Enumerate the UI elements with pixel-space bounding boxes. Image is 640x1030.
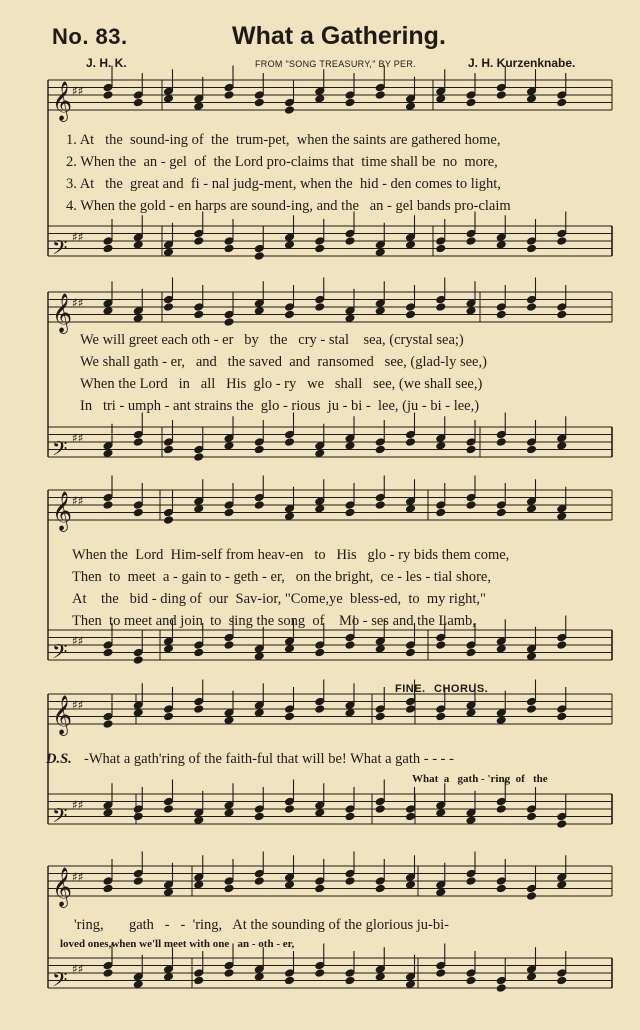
svg-text:𝄢: 𝄢 (52, 804, 68, 832)
svg-text:♯♯: ♯♯ (72, 962, 84, 976)
source-credit: FROM "SONG TREASURY," BY PER. (255, 59, 416, 69)
hymn-title: What a Gathering. (232, 22, 446, 50)
svg-text:♯♯: ♯♯ (72, 431, 84, 445)
svg-text:♯♯: ♯♯ (72, 296, 84, 310)
verse-3-line-1: 3. At the great and fi - nal judg-ment, when the hid - den comes to light, (66, 176, 501, 192)
svg-text:♯♯: ♯♯ (72, 494, 84, 508)
chorus-marker: CHORUS. (434, 683, 489, 695)
svg-text:𝄞: 𝄞 (52, 81, 73, 121)
svg-text:♯♯: ♯♯ (72, 798, 84, 812)
verse-2-line-3: Then to meet a - gain to - geth - er, on the bright, ce - les - tial shore, (72, 569, 491, 585)
verse-1-line-1: 1. At the sound-ing of the trum-pet, when the saints are gathered home, (66, 132, 501, 148)
verse-3-line-3: At the bid - ding of our Sav-ior, "Come,ye bless-ed, to my right," (72, 591, 486, 607)
svg-text:𝄞: 𝄞 (52, 491, 73, 531)
svg-text:♯♯: ♯♯ (72, 230, 84, 244)
svg-text:𝄞: 𝄞 (52, 695, 73, 735)
hymn-number: No. 83. (52, 24, 128, 49)
svg-text:𝄢: 𝄢 (52, 640, 68, 668)
ds-lyric: -What a gath'ring of the faith-ful that will be! What a gath - - - - (84, 751, 454, 767)
svg-text:♯♯: ♯♯ (72, 870, 84, 884)
chorus-bass-lyric-2: loved ones,when we'll meet with one an - oth - er, (60, 938, 295, 950)
composer-credit: J. H. Kurzenknabe. (468, 56, 576, 70)
verse-1-line-3: When the Lord Him-self from heav-en to His glo - ry bids them come, (72, 547, 510, 563)
svg-text:𝄞: 𝄞 (52, 867, 73, 907)
verse-3-line-2: When the Lord in all His glo - ry we shall see, (we shall see,) (80, 376, 483, 392)
svg-text:𝄢: 𝄢 (52, 437, 68, 465)
ds-label: D.S. (46, 751, 72, 767)
verse-4-line-2: In tri - umph - ant strains the glo - rious ju - bi - lee, (ju - bi - lee,) (80, 398, 480, 414)
lyricist-credit: J. H. K. (86, 56, 127, 70)
svg-text:𝄢: 𝄢 (52, 236, 68, 264)
chorus-lyric: 'ring, gath - - 'ring, At the sounding of the glorious ju-bi- (74, 917, 449, 933)
svg-text:𝄢: 𝄢 (52, 968, 68, 996)
fine-marker: FINE. (395, 683, 426, 695)
verse-4-line-1: 4. When the gold - en harps are sound-ing, and the an - gel bands pro-claim (66, 198, 511, 214)
verse-2-line-2: We shall gath - er, and the saved and ransomed see, (glad-ly see,) (80, 354, 487, 370)
verse-1-line-2: We will greet each oth - er by the cry - stal sea, (crystal sea;) (80, 332, 464, 348)
svg-text:♯♯: ♯♯ (72, 698, 84, 712)
verse-4-line-3: Then to meet and join to sing the song of Mo - ses and the Lamb, (72, 613, 476, 629)
svg-text:♯♯: ♯♯ (72, 634, 84, 648)
svg-text:♯♯: ♯♯ (72, 84, 84, 98)
verse-2-line-1: 2. When the an - gel of the Lord pro-claims that time shall be no more, (66, 154, 498, 170)
chorus-bass-lyric-1: What a gath - 'ring of the (412, 773, 548, 785)
svg-text:𝄞: 𝄞 (52, 293, 73, 333)
